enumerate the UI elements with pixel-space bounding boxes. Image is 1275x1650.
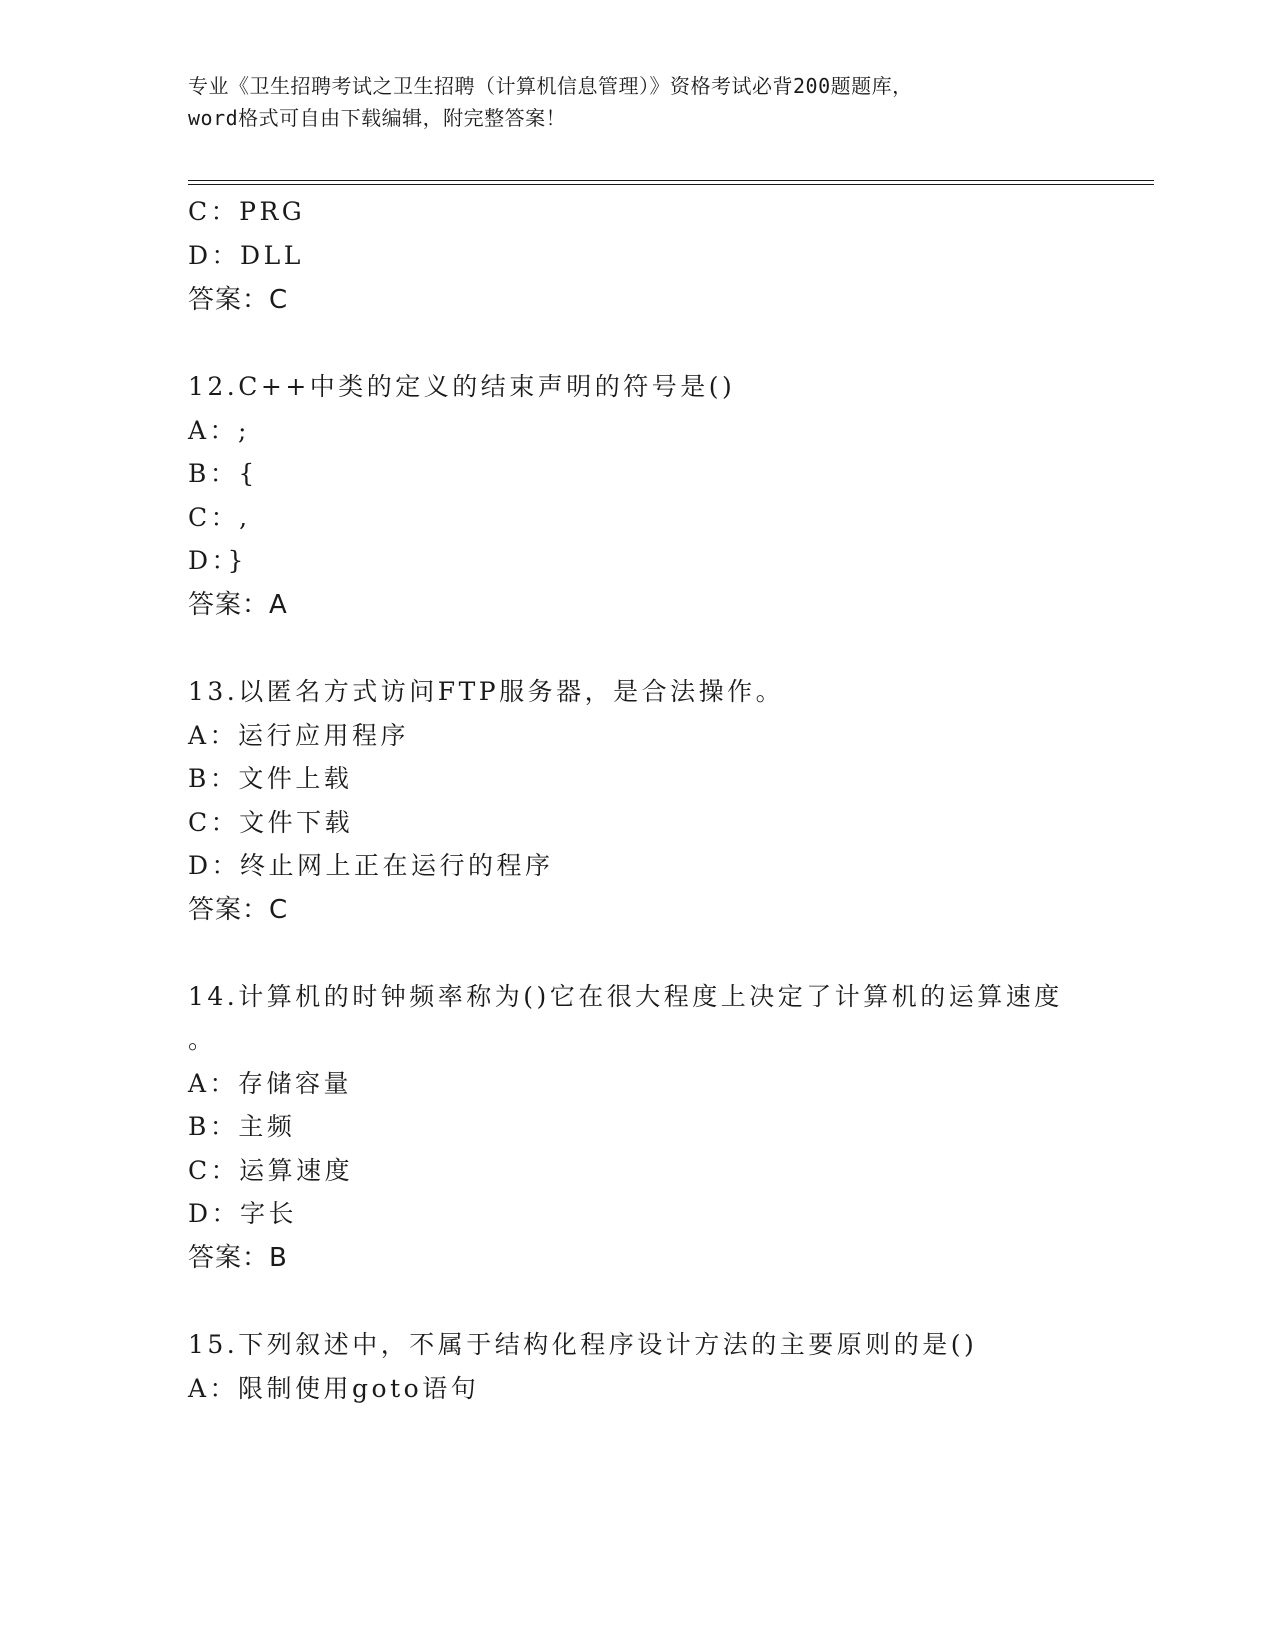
option-b: B：{ (188, 459, 258, 488)
question-stem: 15.下列叙述中，不属于结构化程序设计方法的主要原则的是() (188, 1330, 978, 1359)
option-a: A：限制使用goto语句 (188, 1374, 480, 1403)
answer: 答案：C (188, 895, 289, 925)
document-header (188, 70, 1088, 134)
option-c: C：运算速度 (188, 1156, 354, 1185)
option-b: B：文件上载 (188, 764, 353, 793)
header-divider-bottom (188, 184, 1154, 185)
question-stem: 12.C++中类的定义的结束声明的符号是() (188, 372, 736, 401)
answer: 答案：B (188, 1243, 288, 1273)
header-line-2: word格式可自由下载编辑，附完整答案！ (188, 106, 567, 130)
header-divider-top (188, 180, 1154, 181)
option-d: D：DLL (188, 241, 304, 270)
question-stem: 14.计算机的时钟频率称为()它在很大程度上决定了计算机的运算速度 (188, 982, 1063, 1011)
option-c: C：PRG (188, 197, 306, 226)
option-d: D：终止网上正在运行的程序 (188, 851, 554, 880)
option-c: C：, (188, 503, 251, 532)
question-stem-continued: 。 (188, 1025, 217, 1054)
option-a: A：存储容量 (188, 1069, 353, 1098)
question-stem: 13.以匿名方式访问FTP服务器，是合法操作。 (188, 677, 785, 706)
option-b: B：主频 (188, 1112, 296, 1141)
option-a: A：运行应用程序 (188, 721, 410, 750)
answer: 答案：A (188, 590, 288, 620)
header-line-1: 专业《卫生招聘考试之卫生招聘（计算机信息管理）》资格考试必背200题题库， (188, 74, 913, 98)
option-c: C：文件下载 (188, 808, 354, 837)
option-a: A：; (188, 416, 250, 445)
answer: 答案：C (188, 285, 289, 315)
option-d: D：} (188, 546, 247, 575)
option-d: D：字长 (188, 1199, 298, 1228)
